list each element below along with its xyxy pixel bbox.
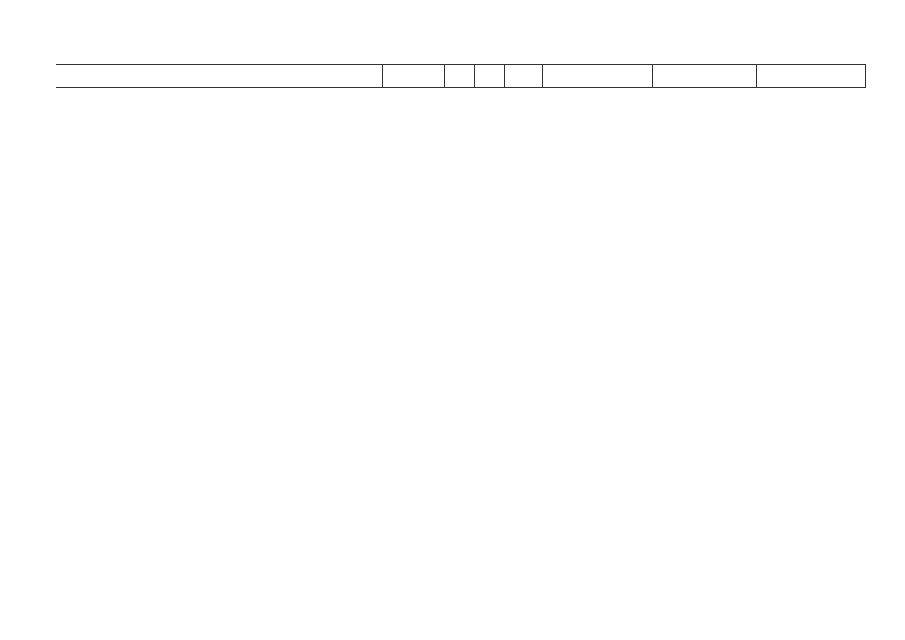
header-2016 [652,65,756,87]
header-vr [504,65,542,87]
table-header [56,64,866,88]
header-2017 [756,65,866,87]
header-right-rule [865,65,866,87]
header-csr [382,65,444,87]
header-2015 [542,65,652,87]
header-pr [474,65,504,87]
header-rz [444,65,474,87]
header-name [56,65,382,87]
